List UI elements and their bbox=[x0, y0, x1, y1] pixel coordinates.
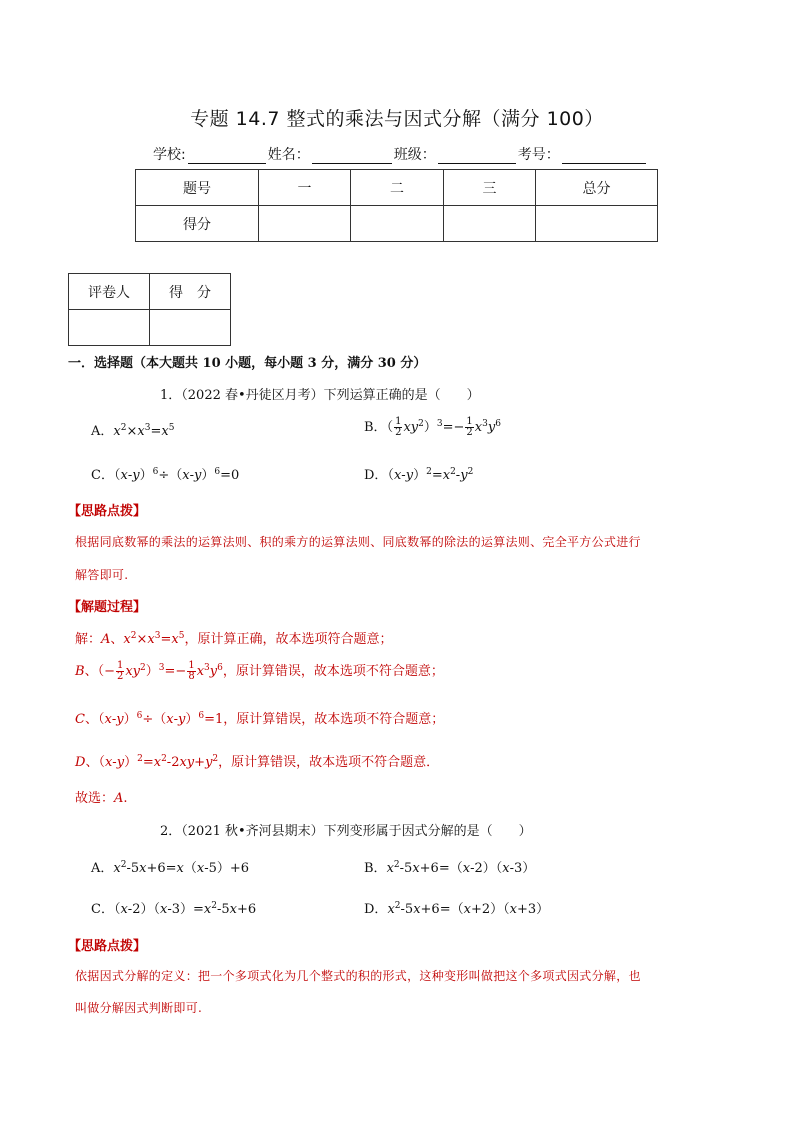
fraction: $\frac{1}{8}$ bbox=[188, 660, 195, 682]
question-2-option-d: D．$x^2-5x+6=(x+2)(x+3)$ bbox=[364, 901, 550, 917]
option-label: B． bbox=[364, 420, 387, 435]
name-label: 姓名： bbox=[267, 147, 310, 163]
number-label: 考号： bbox=[517, 147, 560, 163]
answer-line bbox=[75, 787, 128, 806]
solution-prefix: 解： bbox=[75, 632, 102, 647]
grader-input-row bbox=[69, 310, 231, 346]
answer-suffix: . bbox=[123, 791, 128, 806]
grader-header-row bbox=[69, 274, 231, 310]
hint-text-line: 叫做分解因式判断即可. bbox=[75, 1001, 203, 1015]
grader-cell[interactable] bbox=[150, 310, 231, 346]
hint-header: 【思路点拨】 bbox=[68, 504, 147, 519]
solution-line-a: 解：A、$x^2\times x^3=x^5$，原计算正确，故本选项符合题意； bbox=[75, 631, 393, 647]
score-header-cell: 三 bbox=[444, 170, 536, 206]
name-blank[interactable] bbox=[312, 149, 392, 164]
option-label: D． bbox=[364, 468, 388, 483]
solution-line-d: D、$(x-y)^2=x^2-2xy+y^2$，原计算错误，故本选项不符合题意． bbox=[75, 754, 440, 770]
class-blank[interactable] bbox=[438, 149, 516, 164]
question-2-option-a: A．$x^2-5x+6=x(x-5)+6$ bbox=[91, 860, 250, 876]
answer-value: A bbox=[114, 791, 124, 806]
score-header-cell: 题号 bbox=[136, 170, 259, 206]
hint-text-line: 根据同底数幂的乘法的运算法则、积的乘方的运算法则、同底数幂的除法的运算法则、完全平方公式进行 bbox=[75, 535, 641, 549]
score-cell[interactable] bbox=[259, 206, 351, 242]
question-2-option-b: B．$x^2-5x+6=(x-2)(x-3)$ bbox=[364, 860, 536, 876]
solution-line-c: C、$(x-y)^6\div(x-y)^6=1$，原计算错误，故本选项不符合题意； bbox=[75, 711, 445, 727]
question-1-stem: 1．（2022 春•丹徒区月考）下列运算正确的是（ ） bbox=[160, 388, 480, 403]
score-cell[interactable] bbox=[536, 206, 658, 242]
solution-line-b: B、（− $\frac{1}{2}$ $xy^2)^3=-$ $\frac{1}{8}$ $x^3y^6$，原计算错误，故本选项不符合题意； bbox=[75, 660, 444, 682]
fraction: $\frac{1}{2}$ bbox=[116, 660, 124, 682]
question-1-option-d: D．$(x-y)^2=x^2-y^2$ bbox=[364, 467, 474, 483]
number-blank[interactable] bbox=[562, 149, 646, 164]
solution-option-label: D bbox=[75, 755, 86, 770]
fraction: $\frac{1}{2}$ bbox=[466, 416, 473, 438]
page-title: 专题 14.7 整式的乘法与因式分解（满分 100） bbox=[190, 108, 604, 130]
student-info-line bbox=[153, 144, 648, 164]
solution-text: ，原计算错误，故本选项不符合题意； bbox=[222, 664, 444, 679]
section-heading: 一．选择题（本大题共 10 小题，每小题 3 分，满分 30 分） bbox=[68, 356, 427, 371]
solution-text: ，原计算错误，故本选项不符合题意； bbox=[223, 712, 445, 727]
question-1-option-a: A．$x^2\times x^3=x^5$ bbox=[91, 423, 175, 439]
grader-table bbox=[68, 273, 231, 346]
option-label: C． bbox=[91, 468, 114, 483]
question-2-option-c: C．$(x-2)(x-3)=x^2-5x+6$ bbox=[91, 901, 257, 917]
school-blank[interactable] bbox=[188, 149, 266, 164]
hint-text-line: 依据因式分解的定义：把一个多项式化为几个整式的积的形式，这种变形叫做把这个多项式因式分解，也 bbox=[75, 969, 641, 983]
solution-text: ，原计算正确，故本选项符合题意； bbox=[184, 632, 393, 647]
score-table-header-row bbox=[136, 170, 658, 206]
solution-option-label: C bbox=[75, 712, 85, 727]
answer-prefix: 故选： bbox=[75, 791, 115, 806]
grader-header-cell: 得 分 bbox=[150, 274, 231, 310]
school-label: 学校: bbox=[153, 147, 186, 163]
score-table bbox=[135, 169, 658, 242]
score-cell[interactable] bbox=[351, 206, 444, 242]
score-header-cell: 总分 bbox=[536, 170, 658, 206]
question-1-option-c: C．$(x-y)^6\div(x-y)^6=0$ bbox=[91, 467, 240, 483]
hint-header: 【思路点拨】 bbox=[68, 939, 147, 954]
score-header-cell: 一 bbox=[259, 170, 351, 206]
grader-cell[interactable] bbox=[69, 310, 150, 346]
score-table-score-row bbox=[136, 206, 658, 242]
grader-header-cell: 评卷人 bbox=[69, 274, 150, 310]
option-label: A． bbox=[91, 424, 114, 439]
score-header-cell: 二 bbox=[351, 170, 444, 206]
question-1-option-b: B．（ $\frac{1}{2}$ $xy^2)^3=-$ $\frac{1}{2}$ $x^3y^6$ bbox=[364, 416, 501, 438]
fraction: $\frac{1}{2}$ bbox=[395, 416, 402, 438]
class-label: 班级： bbox=[393, 147, 436, 163]
solution-option-label: A bbox=[101, 632, 111, 647]
question-2-stem: 2．（2021 秋•齐河县期末）下列变形属于因式分解的是（ ） bbox=[160, 824, 532, 839]
score-cell[interactable] bbox=[444, 206, 536, 242]
solution-option-label: B bbox=[75, 664, 85, 679]
hint-text-line: 解答即可. bbox=[75, 568, 129, 582]
score-row-label: 得分 bbox=[136, 206, 259, 242]
solution-text: ，原计算错误，故本选项不符合题意． bbox=[218, 755, 440, 770]
solution-header: 【解题过程】 bbox=[68, 600, 147, 615]
